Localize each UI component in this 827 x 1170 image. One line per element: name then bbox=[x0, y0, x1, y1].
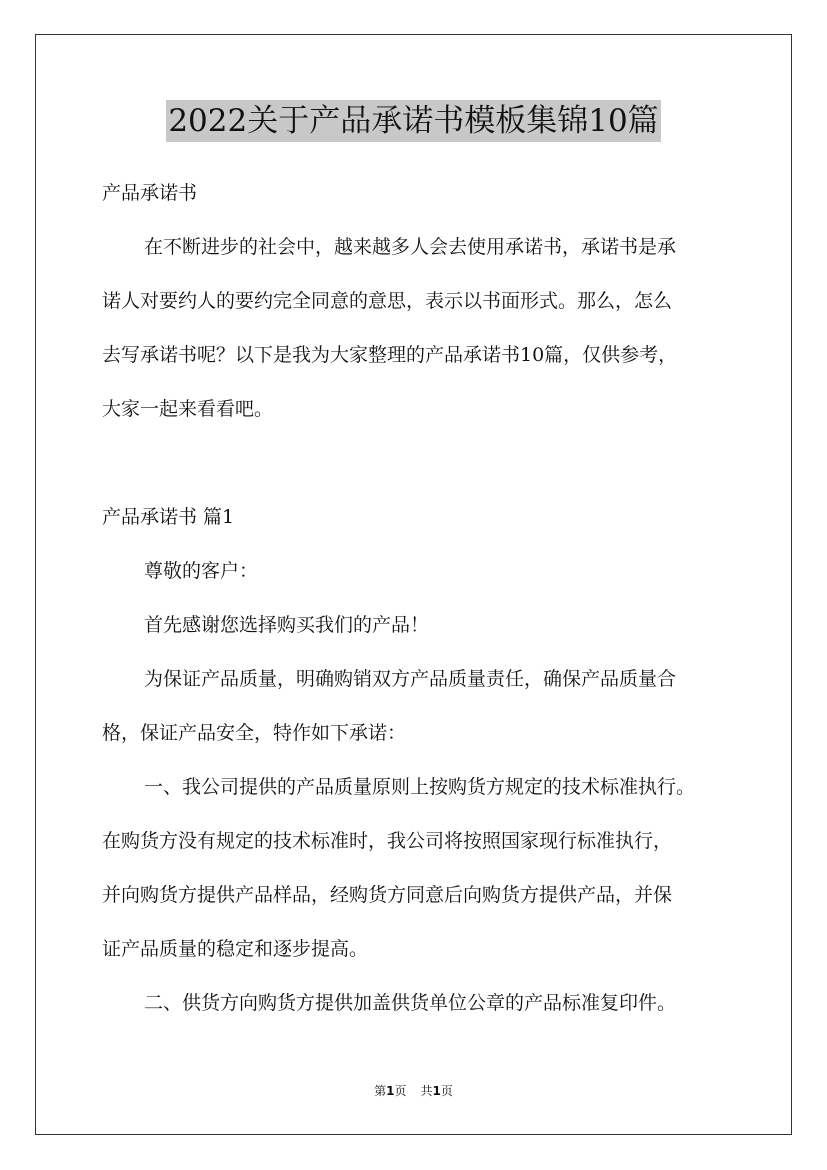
body-line: 首先感谢您选择购买我们的产品！ bbox=[144, 614, 430, 636]
page-footer bbox=[0, 1082, 827, 1100]
footer-page-total: 1 bbox=[432, 1084, 441, 1098]
document-body bbox=[102, 166, 742, 1030]
intro-line: 诺人对要约人的要约完全同意的意思，表示以书面形式。那么，怎么 bbox=[102, 290, 673, 312]
paragraph-gap bbox=[102, 436, 742, 490]
section-heading: 产品承诺书 篇1 bbox=[102, 506, 235, 528]
document-title: 2022关于产品承诺书模板集锦10篇 bbox=[166, 100, 660, 142]
body-line: 在购货方没有规定的技术标准时，我公司将按照国家现行标准执行， bbox=[102, 830, 673, 852]
title-container bbox=[0, 100, 827, 142]
intro-line: 去写承诺书呢？以下是我为大家整理的产品承诺书10篇，仅供参考， bbox=[102, 344, 678, 366]
document-heading: 产品承诺书 bbox=[102, 182, 198, 204]
footer-page-unit: 页 bbox=[394, 1084, 407, 1098]
footer-page-prefix: 第 bbox=[374, 1084, 387, 1098]
intro-line: 在不断进步的社会中，越来越多人会去使用承诺书，承诺书是承 bbox=[144, 236, 677, 258]
body-line: 二、供货方向购货方提供加盖供货单位公章的产品标准复印件。 bbox=[144, 992, 677, 1014]
footer-page-current: 1 bbox=[386, 1084, 395, 1098]
body-line: 格，保证产品安全，特作如下承诺： bbox=[102, 722, 407, 744]
footer-total-prefix: 共 bbox=[420, 1084, 433, 1098]
body-line: 为保证产品质量，明确购销双方产品质量责任，确保产品质量合 bbox=[144, 668, 677, 690]
footer-total-unit: 页 bbox=[440, 1084, 453, 1098]
intro-line: 大家一起来看看吧。 bbox=[102, 398, 274, 420]
body-line: 并向购货方提供产品样品，经购货方同意后向购货方提供产品，并保 bbox=[102, 884, 673, 906]
body-line: 一、我公司提供的产品质量原则上按购货方规定的技术标准执行。 bbox=[144, 776, 696, 798]
body-line: 证产品质量的稳定和逐步提高。 bbox=[102, 938, 369, 960]
body-line: 尊敬的客户： bbox=[144, 560, 259, 582]
